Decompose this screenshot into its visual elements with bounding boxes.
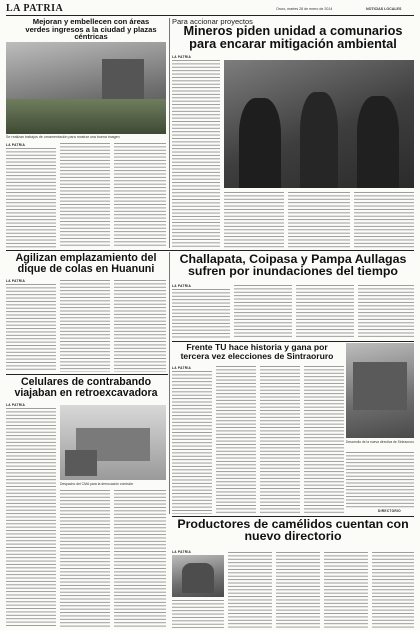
story6-title: Celulares de contrabando viajaban en retroexcavadora [14, 376, 158, 399]
story3-body-col2 [60, 280, 110, 372]
story5-title: Frente TU hace historia y gana por tercera vez elecciones de Sintraoruro [180, 342, 334, 361]
column-divider-2 [169, 252, 170, 514]
story1-caption: Se realizan trabajos de ornamentación para mostrar una buena imagen [6, 135, 120, 139]
story6-body-col1 [6, 408, 56, 628]
story7-body-col0 [172, 600, 224, 628]
story6-body-col2 [60, 490, 110, 628]
story4-body-col1 [172, 289, 230, 339]
masthead-date: Oruro, martes 28 de enero de 2014 [276, 7, 333, 11]
story4-byline: LA PATRIA [172, 284, 192, 288]
story5-end: DIRECTORIO [378, 509, 401, 513]
story1-photo [6, 42, 166, 134]
story2-byline: LA PATRIA [172, 55, 192, 59]
story2-body-col4 [354, 192, 414, 248]
story3-byline: LA PATRIA [6, 279, 26, 283]
story2-kicker: Para accionar proyectos [172, 17, 253, 26]
story5-photo [346, 343, 414, 438]
story3-title: Agilizan emplazamiento del dique de colas en Huanuni [15, 252, 157, 275]
story5-body-col2 [216, 366, 256, 514]
story7-body-col2 [276, 552, 320, 628]
story3-body-col3 [114, 280, 166, 372]
story2-title: Mineros piden unidad a comunarios para encarar mitigación ambiental [183, 23, 403, 51]
story7-body-col4 [372, 552, 414, 628]
story4-body-col3 [296, 285, 354, 339]
story5-body-col1 [172, 371, 212, 514]
column-divider [169, 18, 170, 248]
story2-photo [224, 60, 414, 188]
story6-byline: LA PATRIA [6, 403, 26, 407]
story6-caption: Despacho del CMA para la derrocación comisión [60, 482, 134, 486]
masthead-rule [6, 15, 414, 16]
story6-photo [60, 405, 166, 480]
story4-body-col4 [358, 285, 414, 339]
story2-body-col2 [224, 192, 284, 248]
story7-title: Productores de camélidos cuentan con nuevo directorio [177, 517, 409, 544]
story5-body-col5 [346, 452, 414, 508]
story7-body-col3 [324, 552, 368, 628]
masthead-logo: LA PATRIA [6, 3, 64, 14]
story2-body-col1 [172, 60, 220, 220]
story3-body-col1 [6, 284, 56, 372]
story4-body-col2 [234, 285, 292, 339]
story2-body-col1b [172, 222, 220, 248]
section-rule-1 [6, 250, 414, 251]
section-rule-3 [6, 374, 168, 375]
story1-body-col2 [60, 143, 110, 248]
story6-body-col3 [114, 490, 166, 628]
story7-body-col1 [228, 552, 272, 628]
story1-body-col1 [6, 148, 56, 248]
story5-body-col3 [260, 366, 300, 514]
story7-byline: LA PATRIA [172, 550, 192, 554]
masthead-section: NOTICIAS LOCALES [366, 7, 402, 11]
story1-title: Mejoran y embellecen con áreas verdes ingresos a la ciudad y plazas céntricas [25, 17, 157, 42]
story1-byline: LA PATRIA [6, 143, 26, 147]
story4-title: Challapata, Coipasa y Pampa Aullagas sufren por inundaciones del tiempo [179, 252, 407, 279]
story5-body-col4 [304, 366, 344, 514]
story1-body-col3 [114, 143, 166, 248]
story2-body-col3 [288, 192, 350, 248]
story5-photo-caption: Desarrollo de la nueva directiva de Sintraoruro [346, 440, 414, 444]
story7-photo [172, 555, 224, 597]
story5-byline: LA PATRIA [172, 366, 192, 370]
